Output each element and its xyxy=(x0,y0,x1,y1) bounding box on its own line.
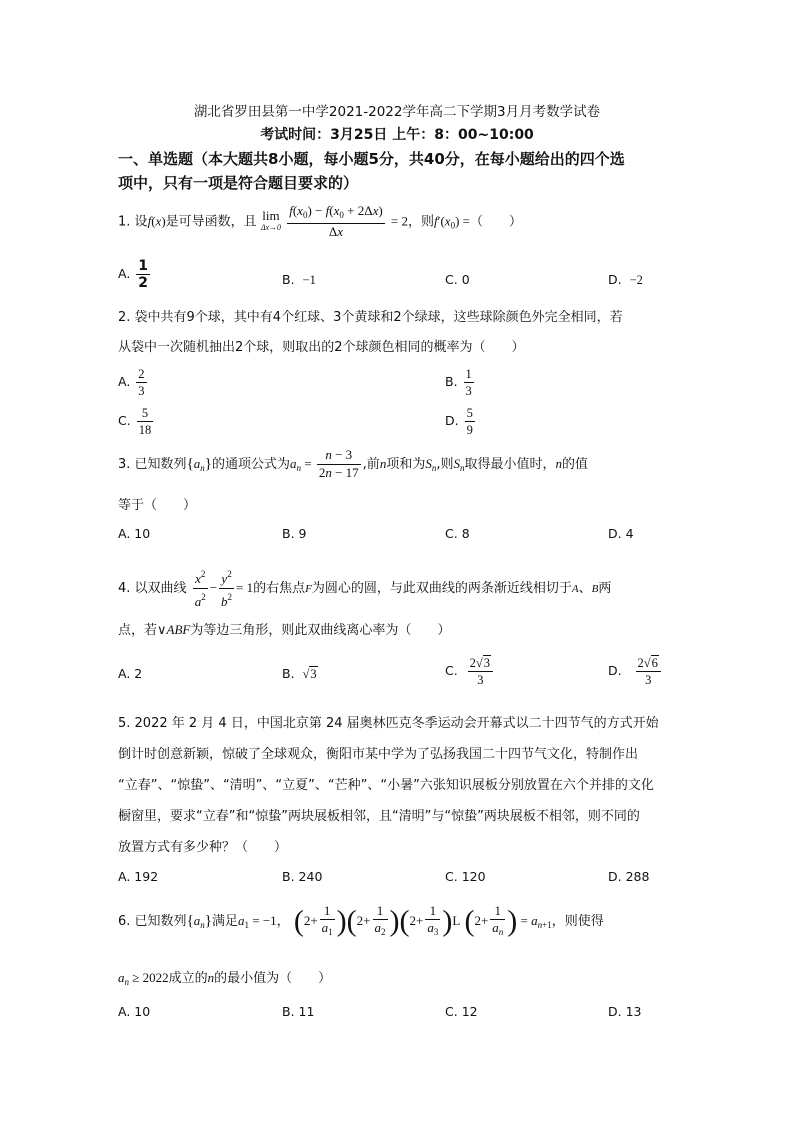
option-c xyxy=(445,1004,478,1019)
question-text: 两 xyxy=(598,581,612,596)
denominator: 3 xyxy=(477,673,484,687)
question-4-line2: 点，若∨ABF为等边三角形，则此双曲线离心率为（ ） xyxy=(118,622,451,638)
option-label: C. xyxy=(445,869,458,884)
fraction: $\frac{2√6}{3}$ xyxy=(636,655,661,688)
option-c xyxy=(118,405,155,438)
option-a xyxy=(118,869,158,884)
option-d xyxy=(608,655,663,688)
question-5-line3: “立春”、“惊蛰”、“清明”、“立夏”、“芒种”、“小暑”六张知识展板分别放置在六个并排的文化 xyxy=(118,778,654,793)
option-label: C. xyxy=(445,272,458,287)
option-a xyxy=(118,526,150,541)
question-text: 的最小值为（ ） xyxy=(214,971,332,986)
question-5-line4: 橱窗里，要求“立春”和“惊蛰”两块展板相邻，且“清明”与“惊蛰”两块展板不相邻，则不同的 xyxy=(118,809,640,824)
option-label: B. xyxy=(282,526,295,541)
option-d xyxy=(608,869,649,884)
fraction: $\frac{1}{a_1}$ xyxy=(321,903,333,937)
option-label: B. xyxy=(282,272,295,287)
option-label: C. xyxy=(445,663,458,678)
option-a xyxy=(118,1004,150,1019)
question-2-line2: 从袋中一次随机抽出2个球，则取出的2个球颜色相同的概率为（ ） xyxy=(118,340,525,355)
question-text: ，则使得 xyxy=(551,914,604,929)
option-label: D. xyxy=(608,1004,622,1019)
limit-expression: lim Δx→0 xyxy=(260,208,282,232)
question-text: 的通项公式为 xyxy=(211,457,290,472)
option-b xyxy=(282,1004,314,1019)
question-text: ,前 xyxy=(362,457,380,472)
option-d xyxy=(608,272,643,288)
option-b xyxy=(445,366,476,399)
option-label: D. xyxy=(608,869,622,884)
option-c xyxy=(445,272,470,287)
option-value: 120 xyxy=(461,869,486,884)
fraction xyxy=(464,366,474,399)
option-value: 13 xyxy=(625,1004,642,1019)
denominator: 3 xyxy=(138,384,145,398)
option-label: A. xyxy=(118,526,131,541)
option-a xyxy=(118,366,149,399)
question-number: 4. xyxy=(118,581,131,596)
question-text: ， xyxy=(276,914,290,929)
denominator: 3 xyxy=(465,384,472,398)
fraction xyxy=(136,366,146,399)
denominator: 9 xyxy=(466,423,473,437)
question-text: 、 xyxy=(578,581,592,596)
question-5-line5: 放置方式有多少种？（ ） xyxy=(118,840,288,855)
numerator: 5 xyxy=(137,405,154,422)
option-label: B. xyxy=(282,1004,295,1019)
option-value: 9 xyxy=(298,526,307,541)
option-value: 10 xyxy=(134,526,151,541)
answer-paren: （ ） xyxy=(469,214,522,230)
question-text: 成立的 xyxy=(168,971,208,986)
general-term-fraction: $\frac{n - 3}{2n - 17}$ xyxy=(318,447,359,480)
fraction: $\frac{2√3}{3}$ xyxy=(468,655,493,688)
question-text: 取得最小值时， xyxy=(464,457,556,472)
numerator: 1 xyxy=(138,258,149,274)
option-label: A. xyxy=(118,666,131,681)
question-text: 项和为 xyxy=(386,457,426,472)
option-value: 0 xyxy=(461,272,470,287)
fraction: $\frac{1}{a_2}$ xyxy=(374,903,386,937)
option-label: B. xyxy=(445,374,458,389)
option-label: A. xyxy=(118,374,131,389)
option-label: B. xyxy=(282,666,295,681)
section-header-line2: 项中，只有一项是符合题目要求的） xyxy=(118,174,359,192)
numerator: 5 xyxy=(466,406,473,420)
numerator: 2 xyxy=(138,367,145,381)
question-text: 的右焦点 xyxy=(253,581,306,596)
option-label: D. xyxy=(608,526,622,541)
fraction xyxy=(136,258,150,291)
hyperbola-y-term: $\frac{y^2}{b^2}$ xyxy=(219,566,234,611)
question-number: 6. xyxy=(118,914,131,929)
option-c xyxy=(445,526,470,541)
option-b: B. √3 xyxy=(282,666,317,681)
option-value: 192 xyxy=(134,869,159,884)
option-label: A. xyxy=(118,869,131,884)
option-c xyxy=(445,655,495,688)
option-a xyxy=(118,258,152,291)
option-label: A. xyxy=(118,1004,131,1019)
fraction: $\frac{1}{a_3}$ xyxy=(427,903,439,937)
question-text: 已知数列 xyxy=(134,914,187,929)
question-5-line2: 倒计时创意新颖，惊破了全球观众，衡阳市某中学为了弘扬我国二十四节气文化，特制作出 xyxy=(118,747,639,762)
question-6-line2: $a_n \ge 2022$成立的n的最小值为（ ） xyxy=(118,970,332,987)
option-label: C. xyxy=(445,1004,458,1019)
coefficient: 2 xyxy=(469,656,476,670)
option-value: 12 xyxy=(461,1004,478,1019)
section-header-line1: 一、单选题（本大题共8小题，每小题5分，共40分，在每小题给出的四个选 xyxy=(118,150,625,168)
question-text: 为等边三角形，则此双曲线离心率为（ ） xyxy=(190,623,451,638)
question-6: 6. 已知数列$\{a_n\}$满足$a_1 = -1$， (2+ $\frac{1}{a_1}$ )(2+ $\frac{1}{a_2}$ )(2+ $\frac{1}{a_3}$ )L (2+ $\frac{1}{a_n}$ ) = $a_{n+1}$，则使得 xyxy=(118,903,604,940)
fraction xyxy=(137,405,154,438)
option-label: C. xyxy=(445,526,458,541)
question-2-line1: 2. 袋中共有9个球，其中有4个红球、3个黄球和2个绿球，这些球除颜色外完全相同，若 xyxy=(118,310,623,325)
question-3-line2: 等于（ ） xyxy=(118,498,197,513)
question-text: 是可导函数，且 xyxy=(165,214,257,230)
option-label: B. xyxy=(282,869,295,884)
question-text: 已知数列 xyxy=(134,457,187,472)
question-text: 满足 xyxy=(211,914,238,929)
question-1: 1. 设f(x)是可导函数，且 lim Δx→0 $\frac{f(x_0) - f(x_0 + 2\Delta x)}{\Delta x}$ = 2，则$f'(x_0)$ =（ ） xyxy=(118,203,522,239)
denominator: 3 xyxy=(645,673,652,687)
question-number: 3. xyxy=(118,457,131,472)
question-text: 以双曲线 xyxy=(134,581,187,596)
fraction: $\frac{1}{a_n}$ xyxy=(492,903,504,937)
option-c xyxy=(445,869,486,884)
option-a xyxy=(118,666,142,681)
option-value: −1 xyxy=(302,273,316,287)
question-text: 的值 xyxy=(561,457,588,472)
option-label: D. xyxy=(608,272,622,287)
option-b xyxy=(282,272,316,288)
option-value: −2 xyxy=(629,273,643,287)
option-value: 240 xyxy=(298,869,323,884)
question-text: 点，若 xyxy=(118,623,158,638)
option-label: D. xyxy=(445,413,459,428)
denominator: 18 xyxy=(138,423,152,437)
option-label: D. xyxy=(608,663,622,678)
option-value: 288 xyxy=(625,869,650,884)
numerator: 1 xyxy=(465,367,472,381)
option-label: A. xyxy=(118,266,131,281)
option-value: 10 xyxy=(134,1004,151,1019)
exam-title: 湖北省罗田县第一中学2021-2022学年高二下学期3月月考数学试卷 xyxy=(193,104,601,120)
question-text: ,则 xyxy=(436,457,454,472)
option-label: C. xyxy=(118,413,131,428)
option-d xyxy=(608,526,634,541)
option-value: 11 xyxy=(298,1004,315,1019)
question-3: 3. 已知数列$\{a_n\}$的通项公式为$a_n$ = $\frac{n - 3}{2n - 17}$ ,前n项和为$S_n$,则$S_n$取得最小值时，n的值 xyxy=(118,447,588,480)
fraction xyxy=(465,405,475,438)
question-text: 为圆心的圆，与此双曲线的两条渐近线相切于 xyxy=(311,581,572,596)
option-d xyxy=(608,1004,642,1019)
question-text: ，则 xyxy=(407,214,434,230)
question-number: 1. xyxy=(118,214,131,230)
question-5-line1: 5. 2022 年 2 月 4 日，中国北京第 24 届奥林匹克冬季运动会开幕式以二十四节气的方式开始 xyxy=(118,716,659,731)
option-value: 2 xyxy=(134,666,143,681)
option-b xyxy=(282,869,322,884)
radicand: 3 xyxy=(483,656,491,670)
option-value: 8 xyxy=(461,526,470,541)
denominator: 2 xyxy=(138,275,149,291)
option-value: 4 xyxy=(625,526,634,541)
limit-fraction: $\frac{f(x_0) - f(x_0 + 2\Delta x)}{\Delta x}$ xyxy=(289,203,383,239)
question-4: 4. 以双曲线 $\frac{x^2}{a^2}$ − $\frac{y^2}{b^2}$ = 1的右焦点F为圆心的圆，与此双曲线的两条渐近线相切于A、B两 xyxy=(118,566,611,611)
exam-time: 考试时间：3月25日 上午：8：00~10:00 xyxy=(260,127,534,143)
radicand: 6 xyxy=(651,656,658,670)
hyperbola-x-term: $\frac{x^2}{a^2}$ xyxy=(193,566,208,611)
option-d xyxy=(445,405,477,438)
option-b xyxy=(282,526,307,541)
option-value: 3 xyxy=(310,667,317,681)
coefficient: 2 xyxy=(637,656,644,670)
question-text: 设 xyxy=(134,214,148,230)
